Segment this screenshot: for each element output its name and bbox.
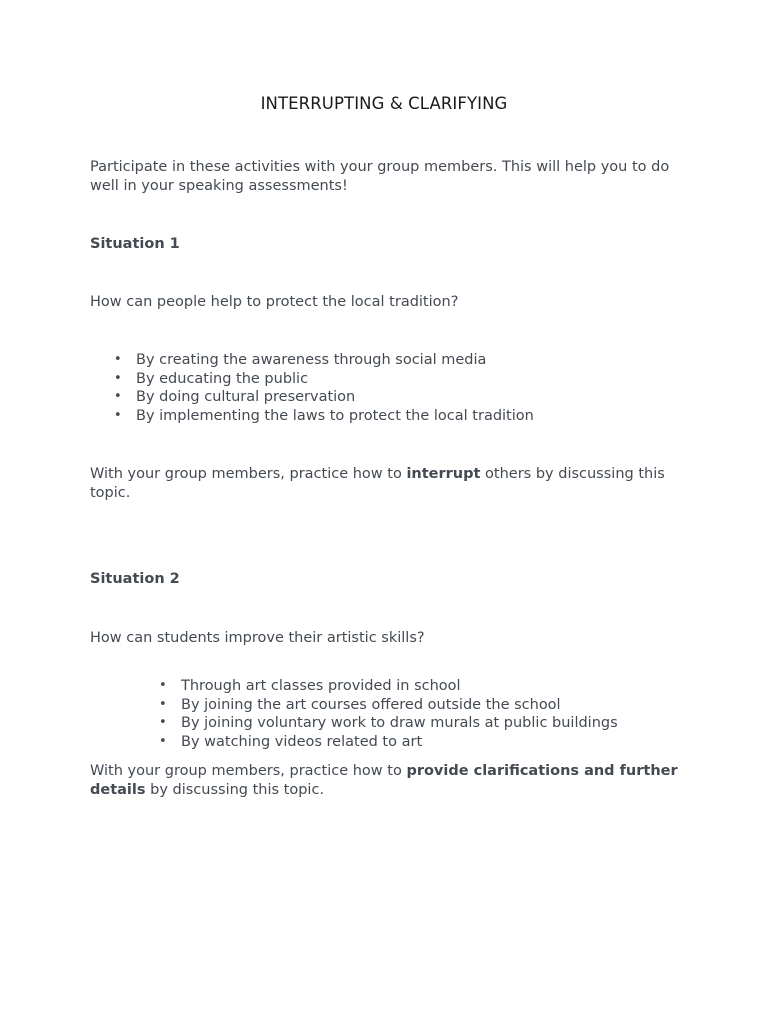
situation-2-question: How can students improve their artistic skills? <box>90 630 425 646</box>
list-item: • By doing cultural preservation <box>114 389 356 405</box>
situation-1-heading: Situation 1 <box>90 236 180 252</box>
page-title: INTERRUPTING & CLARIFYING <box>260 94 508 113</box>
list-item: • By educating the public <box>114 370 309 387</box>
situation-1-list <box>114 351 534 425</box>
bullet-icon: • <box>114 407 122 423</box>
bullet-icon: • <box>114 352 122 367</box>
bullet-icon: • <box>159 696 167 712</box>
bullet-icon: • <box>159 715 167 730</box>
task-keyword: interrupt <box>406 466 481 482</box>
situation-2-list <box>159 677 618 751</box>
list-item: • By joining voluntary work to draw murals at public buildings <box>159 715 618 731</box>
bullet-icon: • <box>159 678 167 693</box>
situation-1-question: How can people help to protect the local tradition? <box>90 294 459 310</box>
list-item: • By watching videos related to art <box>159 733 423 750</box>
bullet-icon: • <box>114 389 122 404</box>
situation-1-task: With your group members, practice how to interrupt others by discussing this topic. <box>90 466 665 501</box>
situation-2-heading: Situation 2 <box>90 571 180 587</box>
list-item: • Through art classes provided in school <box>159 678 461 694</box>
task-keyword: provide clarifications and further details <box>90 763 678 798</box>
list-item: • By creating the awareness through social media <box>114 352 487 368</box>
bullet-icon: • <box>159 733 167 749</box>
list-item: • By implementing the laws to protect the local tradition <box>114 407 534 424</box>
bullet-icon: • <box>114 370 122 386</box>
intro-paragraph: Participate in these activities with your group members. This will help you to do well in your speaking assessments! <box>90 159 670 194</box>
situation-2-task: With your group members, practice how to provide clarifications and further details by discussing this topic. <box>90 763 678 798</box>
list-item: • By joining the art courses offered outside the school <box>159 696 561 713</box>
